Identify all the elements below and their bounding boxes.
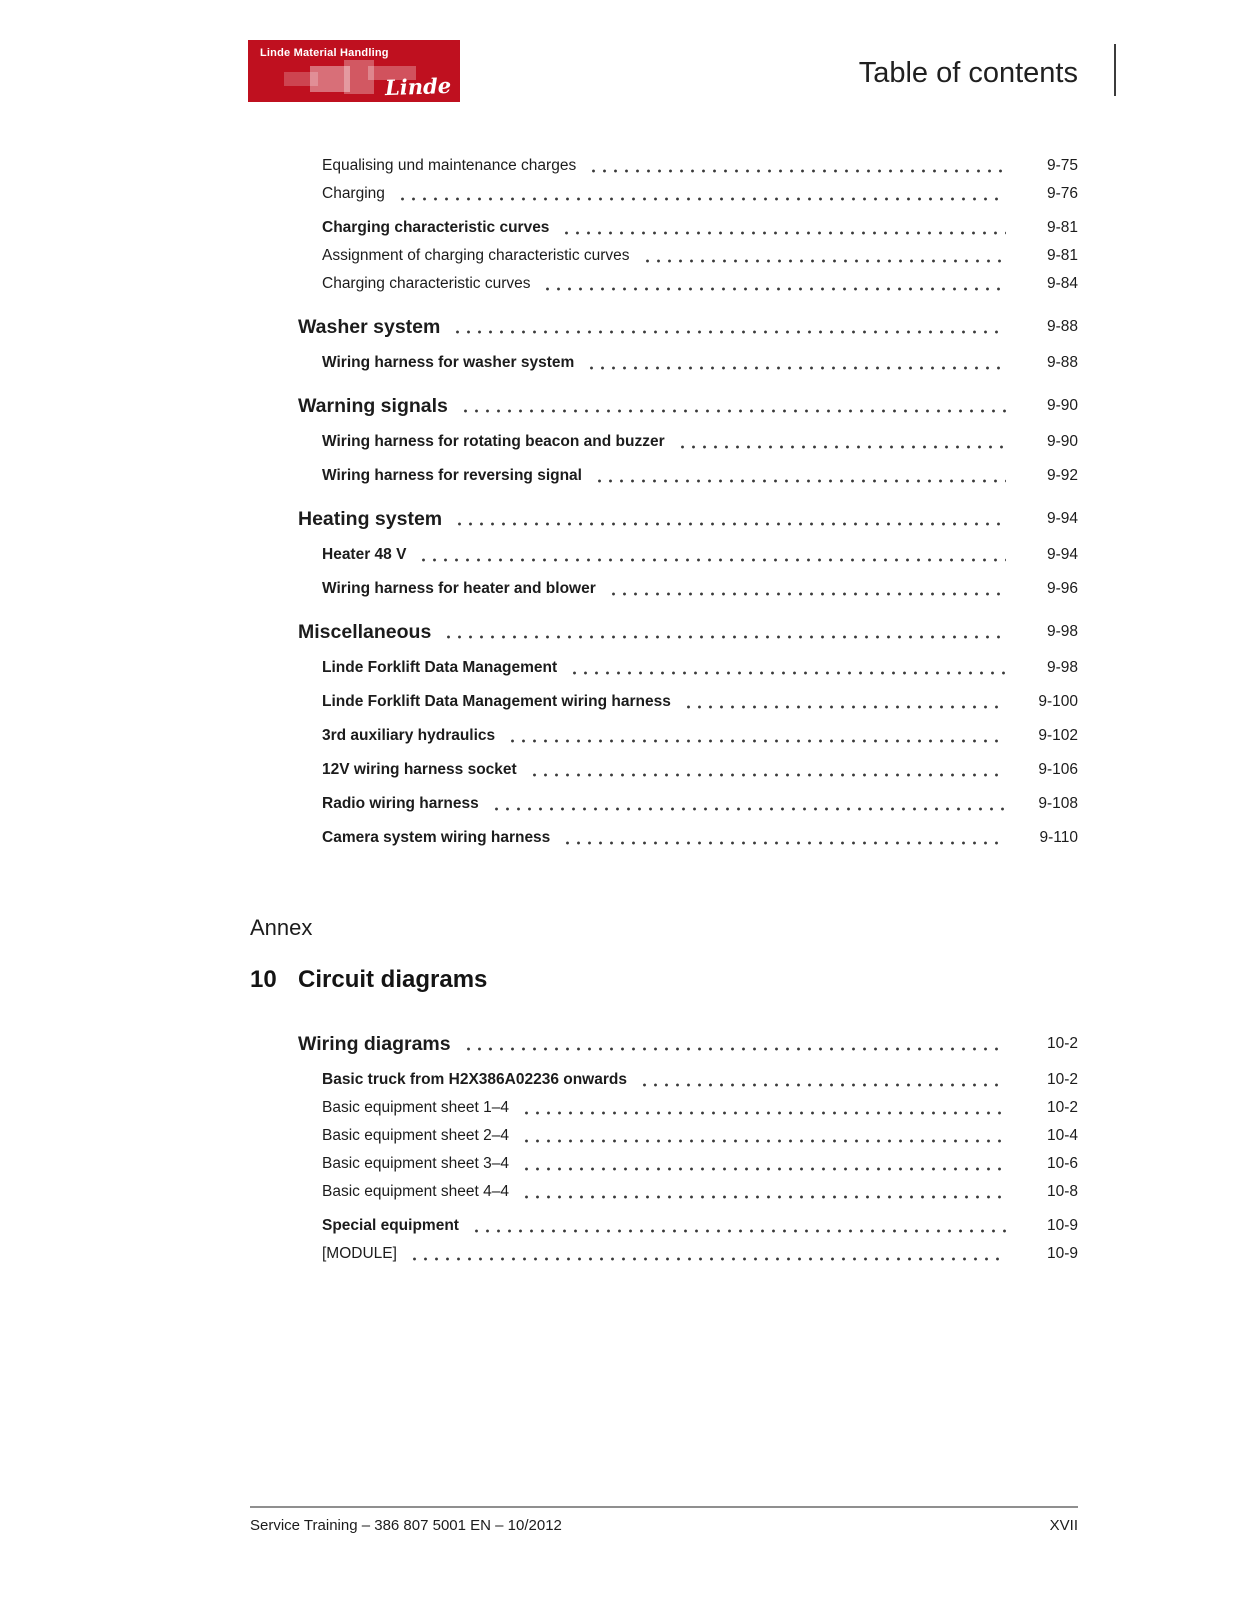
footer-page-number: XVII [1049,1517,1078,1534]
dot-leader [588,169,1006,173]
toc-entry [298,270,1078,298]
toc-entry-page: 9-110 [1039,829,1078,846]
toc-entry-page: 10-9 [1046,1245,1078,1262]
toc-entry-label: Wiring harness for heater and blower [322,580,596,597]
linde-logo [248,40,460,102]
toc-entry-page: 10-2 [1046,1035,1078,1052]
toc-entry-label: Basic equipment sheet 2–4 [322,1127,509,1144]
dot-leader [521,1139,1006,1143]
dot-leader [460,409,1006,413]
toc-entry-page: 9-88 [1046,318,1078,335]
toc-entry [298,1122,1078,1150]
footer-document-id: Service Training – 386 807 5001 EN – 10/2012 [250,1517,562,1534]
toc-entry [298,392,1078,420]
dot-leader [397,197,1006,201]
toc-entry-page: 9-81 [1046,247,1078,264]
dot-leader [418,558,1006,562]
dot-leader [463,1047,1006,1051]
toc-entry-page: 10-2 [1046,1099,1078,1116]
toc-entry-label: Linde Forklift Data Management [322,659,558,676]
dot-leader [452,330,1006,334]
toc-entry-label: Basic equipment sheet 1–4 [322,1099,509,1116]
toc-entry [298,1212,1078,1240]
dot-leader [521,1167,1006,1171]
toc-entry-page: 9-106 [1038,761,1078,778]
toc-entry [298,1178,1078,1206]
toc-entry-label: Charging characteristic curves [322,275,531,292]
dot-leader [454,522,1006,526]
dot-leader [409,1257,1006,1261]
toc-entry-label: Heater 48 V [322,546,407,563]
chapter10-heading [250,966,487,994]
dot-leader [529,773,1006,777]
toc-entry [298,1030,1078,1058]
toc-entry [298,242,1078,270]
toc-entry-label: Miscellaneous [298,621,432,643]
dot-leader [507,739,1006,743]
toc-entry [298,688,1078,716]
toc-entry [298,1150,1078,1178]
toc-chapter10-list [298,1015,1078,1268]
toc-entry-label: Camera system wiring harness [322,829,551,846]
toc-entry-label: Charging characteristic curves [322,219,550,236]
toc-entry-label: [MODULE] [322,1245,397,1262]
toc-entry [298,756,1078,784]
toc-entry-page: 10-6 [1046,1155,1078,1172]
dot-leader [608,592,1006,596]
toc-entry-label: 3rd auxiliary hydraulics [322,727,496,744]
dot-leader [561,231,1006,235]
toc-entry-label: Basic truck from H2X386A02236 onwards [322,1071,627,1088]
toc-entry-page: 9-90 [1046,397,1078,414]
toc-entry-page: 9-98 [1046,623,1078,640]
toc-entry-label: Charging [322,185,385,202]
dot-leader [562,841,1006,845]
toc-entry-page: 9-88 [1046,354,1078,371]
toc-entry [298,505,1078,533]
header-divider-line [1114,44,1116,96]
toc-entry [298,152,1078,180]
toc-entry [298,790,1078,818]
toc-entry-label: Basic equipment sheet 3–4 [322,1155,509,1172]
chapter-title: Circuit diagrams [298,966,488,993]
toc-entry [298,824,1078,852]
dot-leader [594,479,1006,483]
toc-entry [298,618,1078,646]
toc-entry-page: 10-9 [1046,1217,1078,1234]
toc-entry [298,1094,1078,1122]
dot-leader [639,1083,1006,1087]
toc-entry-label: Assignment of charging characteristic curves [322,247,630,264]
toc-entry-label: Equalising und maintenance charges [322,157,577,174]
toc-entry-label: Wiring harness for rotating beacon and buzzer [322,433,665,450]
toc-entry-label: Radio wiring harness [322,795,479,812]
toc-entry-page: 9-94 [1046,546,1078,563]
toc-entry [298,1240,1078,1268]
toc-entry-page: 9-90 [1046,433,1078,450]
toc-entry-page: 9-96 [1046,580,1078,597]
toc-entry [298,722,1078,750]
dot-leader [443,635,1006,639]
toc-entry-label: Warning signals [298,395,448,417]
dot-leader [677,445,1006,449]
annex-heading: Annex [250,915,313,940]
toc-entry [298,349,1078,377]
toc-entry-page: 9-75 [1046,157,1078,174]
toc-chapter9-list [298,152,1078,852]
toc-entry [298,428,1078,456]
dot-leader [569,671,1006,675]
toc-entry-label: 12V wiring harness socket [322,761,517,778]
toc-entry [298,1066,1078,1094]
toc-entry-page: 10-4 [1046,1127,1078,1144]
page-footer [250,1506,1078,1534]
toc-entry-page: 10-2 [1046,1071,1078,1088]
toc-entry-page: 9-92 [1046,467,1078,484]
toc-entry-page: 10-8 [1046,1183,1078,1200]
dot-leader [542,287,1006,291]
toc-entry [298,575,1078,603]
dot-leader [586,366,1006,370]
toc-entry-label: Wiring harness for washer system [322,354,575,371]
toc-entry-page: 9-98 [1046,659,1078,676]
toc-entry-page: 9-100 [1038,693,1078,710]
linde-script-wordmark: Linde [384,72,452,101]
toc-entry-label: Basic equipment sheet 4–4 [322,1183,509,1200]
dot-leader [491,807,1006,811]
toc-entry-label: Wiring diagrams [298,1033,451,1055]
toc-entry-page: 9-76 [1046,185,1078,202]
dot-leader [521,1195,1006,1199]
toc-entry-label: Linde Forklift Data Management wiring harness [322,693,671,710]
page-title: Table of contents [858,57,1078,89]
toc-entry-page: 9-94 [1046,510,1078,527]
toc-entry-page: 9-102 [1038,727,1078,744]
toc-entry [298,541,1078,569]
logo-brand-line: Linde Material Handling [260,47,389,59]
toc-entry-label: Special equipment [322,1217,459,1234]
toc-entry-page: 9-84 [1046,275,1078,292]
dot-leader [521,1111,1006,1115]
toc-entry-page: 9-108 [1038,795,1078,812]
dot-leader [642,259,1006,263]
toc-entry-label: Washer system [298,316,441,338]
toc-entry [298,462,1078,490]
toc-entry-label: Wiring harness for reversing signal [322,467,582,484]
dot-leader [683,705,1006,709]
toc-entry [298,214,1078,242]
dot-leader [471,1229,1006,1233]
chapter-number: 10 [250,966,277,993]
toc-entry [298,654,1078,682]
toc-entry [298,180,1078,208]
toc-entry [298,313,1078,341]
toc-entry-page: 9-81 [1046,219,1078,236]
toc-entry-label: Heating system [298,508,443,530]
